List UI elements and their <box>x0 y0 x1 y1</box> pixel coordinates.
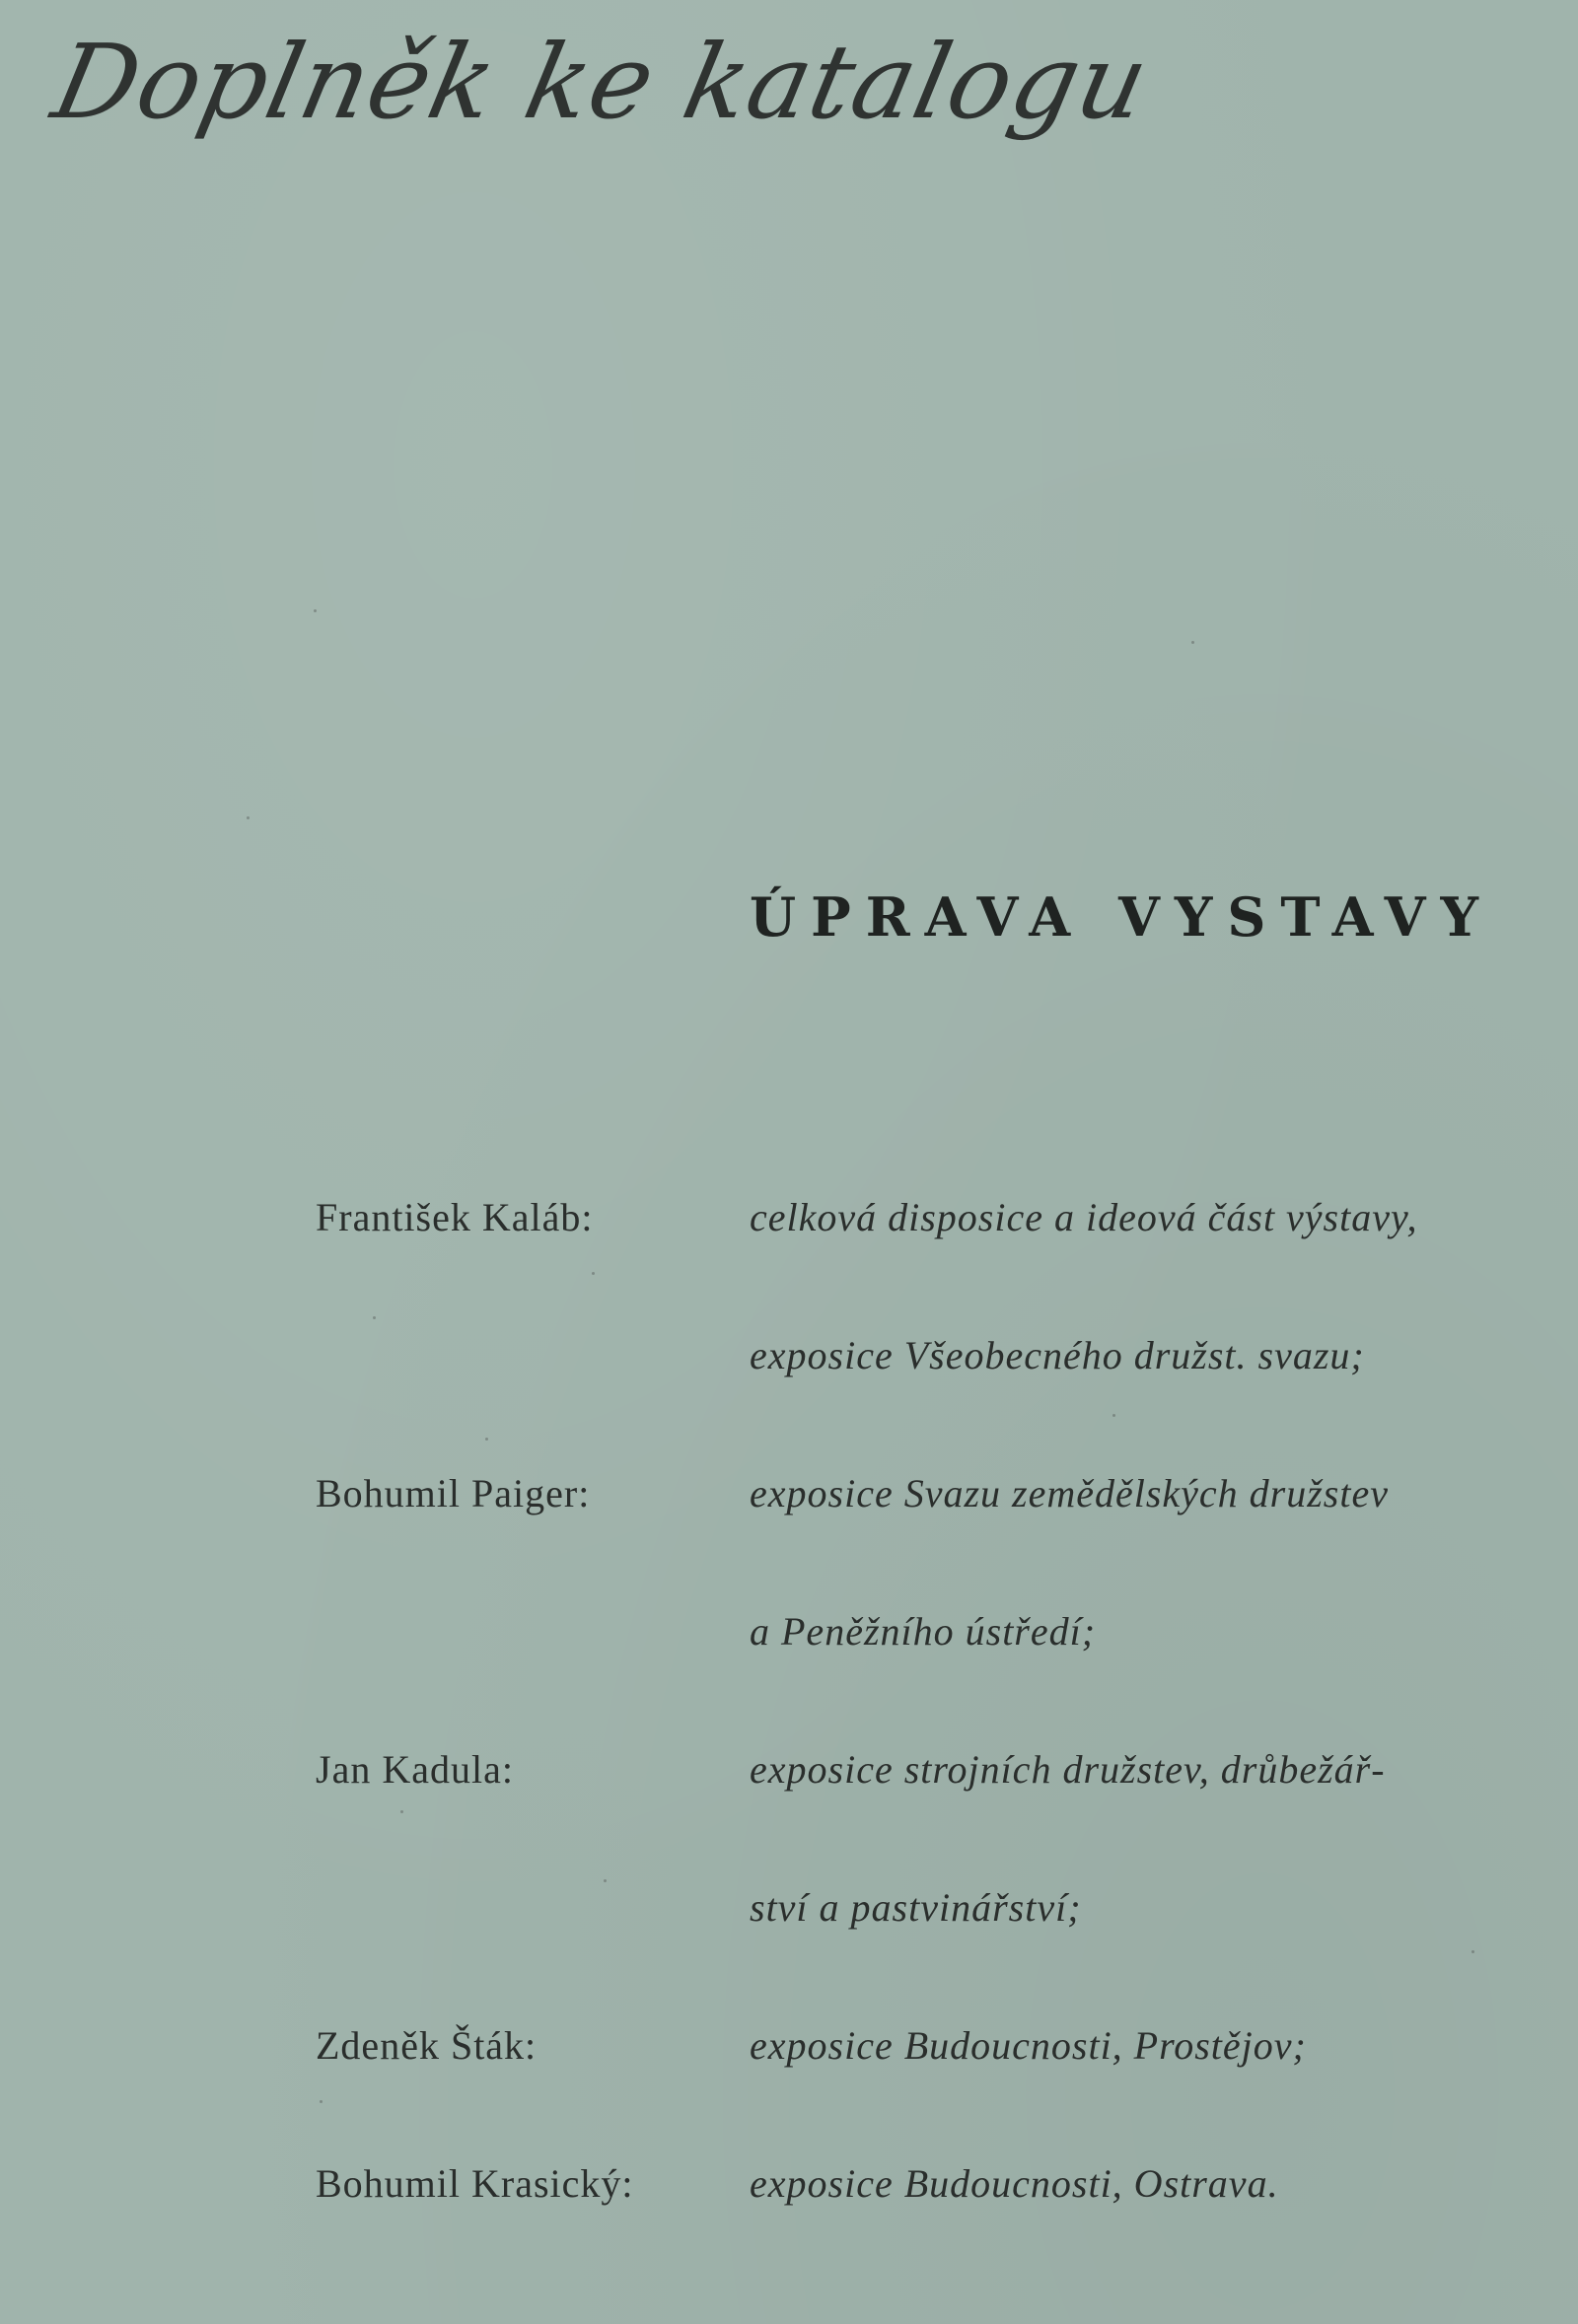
credit-row-continuation <box>316 1873 1558 1942</box>
credit-name: Bohumil Paiger: <box>316 1471 591 1515</box>
credit-description-line: a Peněžního ústředí; <box>750 1609 1097 1654</box>
credit-description-line: exposice strojních družstev, drůbežář- <box>750 1747 1386 1792</box>
paper-speck <box>1471 1950 1474 1953</box>
paper-speck <box>247 816 250 819</box>
credit-row-continuation <box>316 1597 1558 1666</box>
credit-row-continuation <box>316 1321 1558 1390</box>
credit-row <box>316 1183 1558 1252</box>
paper-speck <box>604 1879 607 1882</box>
credit-row <box>316 2149 1558 2218</box>
paper-speck <box>320 2100 323 2103</box>
credit-description-line: celková disposice a ideová část výstavy, <box>750 1195 1418 1239</box>
credit-row <box>316 1459 1558 1528</box>
credit-description-line: exposice Všeobecného družst. svazu; <box>750 1333 1365 1377</box>
credit-description-line: ství a pastvinářství; <box>750 1885 1082 1930</box>
credit-name: Bohumil Krasický: <box>316 2161 634 2206</box>
paper-speck <box>592 1272 595 1275</box>
paper-speck <box>373 1316 376 1319</box>
credit-name: Jan Kadula: <box>316 1747 514 1792</box>
credit-name: Zdeněk Šták: <box>316 2023 538 2068</box>
paper-speck <box>400 1810 403 1813</box>
credit-description-line: exposice Budoucnosti, Ostrava. <box>750 2161 1279 2206</box>
paper-speck <box>485 1438 488 1441</box>
credit-name: František Kaláb: <box>316 1195 594 1239</box>
credit-row <box>316 1735 1558 1804</box>
credit-row <box>316 2011 1558 2080</box>
credit-description-line: exposice Svazu zemědělských družstev <box>750 1471 1389 1515</box>
script-title: Doplněk ke katalogu <box>43 22 1160 142</box>
section-heading: ÚPRAVA VYSTAVY <box>750 885 1494 949</box>
paper-speck <box>1191 641 1194 644</box>
paper-speck <box>1112 1414 1115 1417</box>
paper-speck <box>314 609 317 612</box>
credit-description-line: exposice Budoucnosti, Prostějov; <box>750 2023 1307 2068</box>
